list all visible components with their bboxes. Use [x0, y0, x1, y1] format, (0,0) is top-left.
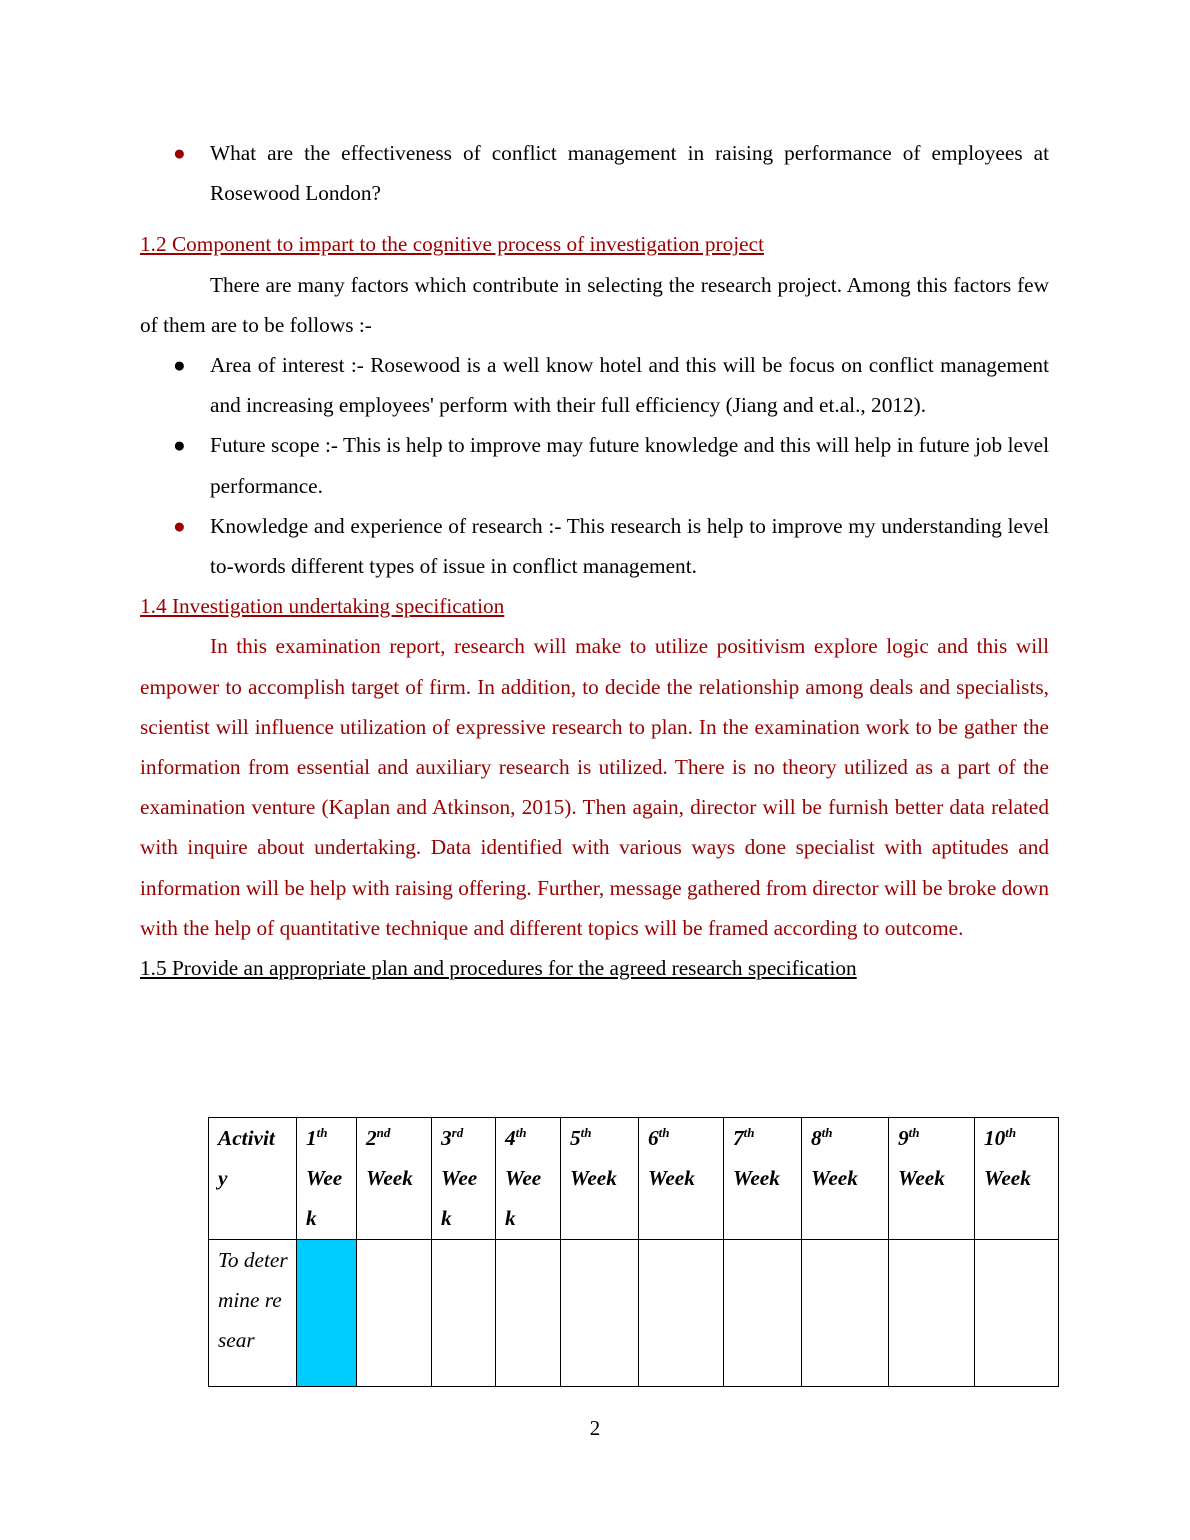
week-cell	[561, 1240, 639, 1387]
week-cell	[889, 1240, 975, 1387]
header-activity: Activity	[209, 1118, 297, 1240]
bullet-text: Future scope :- This is help to improve may future knowledge and this will help in future job level performance.	[210, 433, 1049, 498]
page-content	[140, 133, 1049, 988]
bullet-icon: ●	[173, 141, 186, 165]
header-week: 8th Week	[802, 1118, 889, 1240]
bullet-text: What are the effectiveness of conflict management in raising performance of employees at Rosewood London?	[210, 141, 1049, 206]
section-heading-1-2: 1.2 Component to impart to the cognitive process of investigation project	[140, 232, 764, 257]
week-cell	[639, 1240, 724, 1387]
header-week: 5th Week	[561, 1118, 639, 1240]
section-heading-1-4: 1.4 Investigation undertaking specification	[140, 594, 505, 619]
header-week: 6th Week	[639, 1118, 724, 1240]
week-cell	[357, 1240, 432, 1387]
factor-bullet	[140, 425, 1049, 505]
factor-bullet	[140, 345, 1049, 425]
header-week: 2nd Week	[357, 1118, 432, 1240]
bullet-text: Knowledge and experience of research :- This research is help to improve my understanding level to-words different types of issue in conflict management.	[210, 513, 1049, 579]
header-week: 4th Week	[496, 1118, 561, 1240]
bullet-icon: ●	[173, 353, 186, 378]
gantt-table	[208, 1117, 1059, 1387]
week-cell	[802, 1240, 889, 1387]
header-week: 10th Week	[975, 1118, 1059, 1240]
week-cell	[496, 1240, 561, 1387]
header-week: 7th Week	[724, 1118, 802, 1240]
gantt-header-row	[209, 1118, 1059, 1240]
research-question-bullet	[140, 133, 1049, 213]
bullet-text: Area of interest :- Rosewood is a well know hotel and this will be focus on conflict management and increasing employees' perform with their full efficiency (Jiang and et.al., 2012).	[210, 353, 1049, 418]
header-week: 9th Week	[889, 1118, 975, 1240]
gantt-table-wrapper	[208, 1117, 1059, 1387]
bullet-icon: ●	[173, 433, 186, 458]
section-heading-1-5: 1.5 Provide an appropriate plan and procedures for the agreed research specification	[140, 956, 857, 981]
week-cell-shaded	[297, 1240, 357, 1387]
week-cell	[724, 1240, 802, 1387]
factor-bullet	[140, 506, 1049, 586]
activity-cell: To determine resear	[209, 1240, 297, 1387]
header-week: 3rd Week	[432, 1118, 496, 1240]
page-number: 2	[589, 1416, 601, 1440]
week-cell	[432, 1240, 496, 1387]
bullet-icon: ●	[173, 513, 186, 538]
section-1-4-paragraph: In this examination report, research will make to utilize positivism explore logic and this will empower to accomplish target of firm. In addition, to decide the relationship among deals and specialists, scientist will influence utilization of expressive research to plan. In the examination work to be gather the information from essential and auxiliary research is utilized. There is no theory utilized as a part of the examination venture (Kaplan and Atkinson, 2015). Then again, director will be furnish better data related with inquire about undertaking. Data identified with various ways done specialist with aptitudes and information will be help with raising offering. Further, message gathered from director will be broke down with the help of quantitative technique and different topics will be framed according to outcome.	[140, 634, 1049, 940]
week-cell	[975, 1240, 1059, 1387]
section-1-2-intro: There are many factors which contribute in selecting the research project. Among this factors few of them are to be follows :-	[140, 272, 1049, 337]
header-week: 1th Week	[297, 1118, 357, 1240]
gantt-activity-row	[209, 1240, 1059, 1387]
